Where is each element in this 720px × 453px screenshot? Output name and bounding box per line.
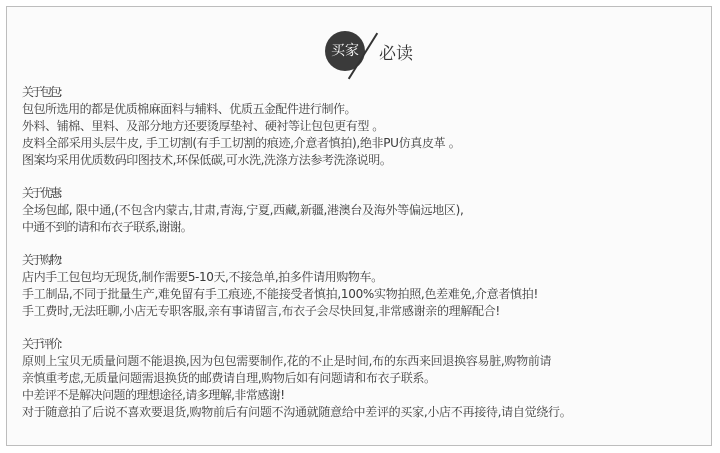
notice-content xyxy=(22,84,712,437)
section-line: 中通不到的请和布衣子联系,谢谢。 xyxy=(22,220,192,234)
section-line: 手工制品,不同于批量生产,难免留有手工痕迹,不能接受者慎拍,100%实物拍照,色差难免,介意者慎拍! xyxy=(22,287,539,301)
section-line: 原则上宝贝无质量问题不能退换,因为包包需要制作,花的不止是时间,布的东西来回退换容易脏,购物前请 xyxy=(22,354,552,368)
section-line: 皮料全部采用头层牛皮, 手工切割(有手工切割的痕迹,介意者慎拍),绝非PU仿真皮革 。 xyxy=(22,136,461,150)
section-title: 关于评价: xyxy=(22,337,61,351)
section-title: 关于购物: xyxy=(22,253,61,267)
section-line: 手工费时,无法旺聊,小店无专职客服,亲有事请留言,布衣子会尽快回复,非常感谢亲的理解配合! xyxy=(22,304,500,318)
header-title: 必读 xyxy=(379,44,413,64)
header xyxy=(325,29,445,83)
section-bags xyxy=(22,84,712,169)
section-line: 全场包邮, 限中通,(不包含内蒙古,甘肃,青海,宁夏,西藏,新疆,港澳台及海外等偏远地区), xyxy=(22,203,464,217)
section-shopping xyxy=(22,252,712,320)
section-discount xyxy=(22,185,712,236)
section-line: 图案均采用优质数码印图技术,环保低碳,可水洗,洗涤方法参考洗涤说明。 xyxy=(22,153,392,167)
section-line: 亲慎重考虑,无质量问题需退换货的邮费请自理,购物后如有问题请和布衣子联系。 xyxy=(22,371,436,385)
section-line: 店内手工包包均无现货,制作需要5-10天,不接急单,拍多件请用购物车。 xyxy=(22,270,383,284)
section-review xyxy=(22,336,712,421)
buyer-badge: 买家 xyxy=(325,31,365,71)
section-line: 中差评不是解决问题的理想途径,请多理解,非常感谢! xyxy=(22,388,285,402)
section-line: 外料、铺棉、里料、及部分地方还要烫厚垫衬、硬衬等让包包更有型 。 xyxy=(22,119,384,133)
section-line: 包包所选用的都是优质棉麻面料与辅料、优质五金配件进行制作。 xyxy=(22,102,357,116)
section-title: 关于优惠: xyxy=(22,186,61,200)
section-title: 关于包包: xyxy=(22,85,61,99)
section-line: 对于随意拍了后说不喜欢要退货,购物前后有问题不沟通就随意给中差评的买家,小店不再接待,请自觉绕行。 xyxy=(22,405,572,419)
